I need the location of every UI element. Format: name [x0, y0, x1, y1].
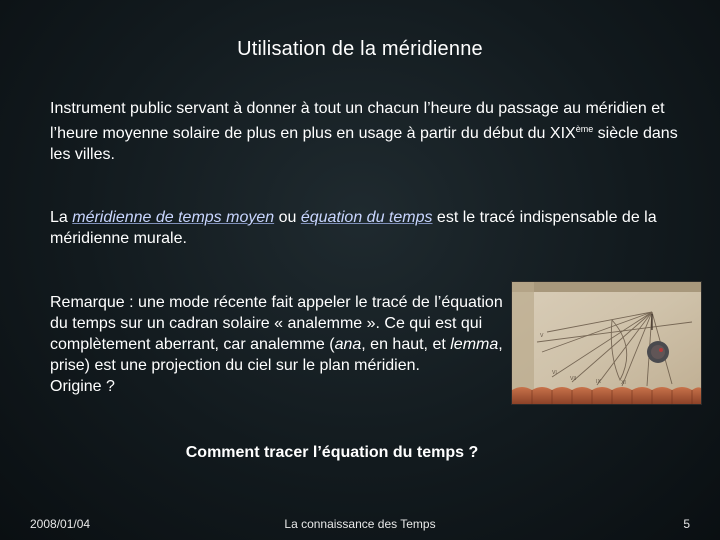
- svg-text:IX: IX: [596, 379, 601, 385]
- svg-text:VI: VI: [552, 370, 557, 376]
- link-equation-du-temps[interactable]: équation du temps: [300, 209, 433, 226]
- question-equation-du-temps: Comment tracer l’équation du temps ?: [185, 444, 479, 461]
- remark-origin: Origine ?: [50, 378, 115, 395]
- remark-lemma: lemma: [450, 336, 499, 353]
- paragraph-instrument-text: Instrument public servant à donner à tout un chacun l’heure du passage au méridien et l’heure moyenne solaire de plus en plus en usage à partir du début du XIX: [50, 100, 665, 142]
- sundial-photo: [511, 281, 702, 405]
- footer-title: La connaissance des Temps: [284, 517, 436, 531]
- paragraph-equation-prefix: La: [50, 209, 73, 226]
- remark-text: Remarque : une mode récente fait appeler le tracé de l’équation du temps sur un cadran solaire « analemme ». Ce qui est qui complètement aberrant, car analemme (: [50, 294, 503, 353]
- slide-title: Utilisation de la méridienne: [237, 38, 483, 60]
- svg-text:XI: XI: [621, 380, 626, 386]
- paragraph-equation: [50, 207, 690, 249]
- superscript-eme: ème: [575, 124, 594, 134]
- footer-date: 2008/01/04: [30, 517, 91, 531]
- paragraph-equation-suffix: est le tracé indispensable de la méridienne murale.: [50, 209, 657, 247]
- link-meridienne-temps-moyen[interactable]: méridienne de temps moyen: [72, 209, 275, 226]
- remark-mid2: , prise) est une projection du ciel sur le plan méridien.: [50, 336, 503, 374]
- page-number: 5: [683, 517, 690, 531]
- paragraph-instrument: [50, 98, 690, 165]
- paragraph-instrument-tail: siècle dans les villes.: [50, 125, 678, 163]
- remark-mid1: , en haut, et: [361, 336, 451, 353]
- svg-text:VII: VII: [570, 376, 577, 382]
- paragraph-remark: [50, 292, 520, 397]
- remark-ana: ana: [334, 336, 362, 353]
- paragraph-equation-middle: ou: [274, 209, 301, 226]
- svg-text:V: V: [540, 333, 544, 339]
